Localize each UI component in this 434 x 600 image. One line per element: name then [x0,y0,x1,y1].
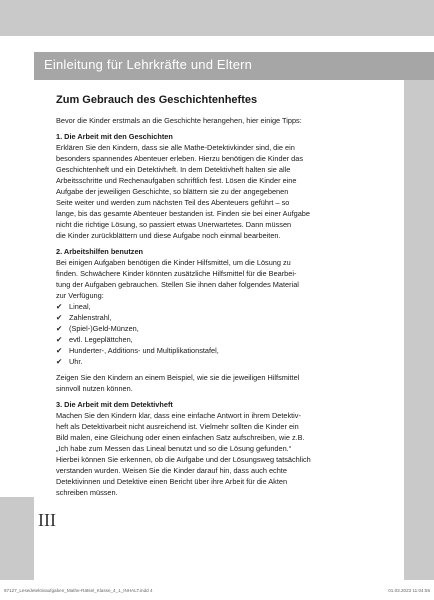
checkmark-icon: ✔ [56,302,63,311]
text-line: Arbeitsschritte und Rechenaufgaben schriftlich fest. Lösen die Kinder eine [56,176,297,185]
page-content [56,93,394,498]
text-line: Zeigen Sie den Kindern an einem Beispiel, wie sie die jeweiligen Hilfsmittel [56,373,300,382]
intro-text: Bevor die Kinder erstmals an die Geschichte herangehen, hier einige Tipps: [56,116,302,125]
text-line: nicht die richtige Lösung, so passiert etwas Unerwartetes. Dann müssen [56,220,292,229]
text-line: lange, bis das gesamte Abenteuer bestanden ist. Finden sie bei einer Aufgabe [56,209,310,218]
text-line: Hierbei können Sie erkennen, ob die Aufgabe und der Lösungsweg tatsächlich [56,455,311,464]
text-line: heft als Detektivarbeit nicht ausreichend ist. Vielmehr sollten die Kinder ein [56,422,299,431]
section-heading: 3. Die Arbeit mit dem Detektivheft [56,400,173,409]
top-margin-band [0,0,434,36]
list-item: ✔ Lineal, [56,302,91,311]
checkmark-icon: ✔ [56,335,63,344]
section-heading: 2. Arbeitshilfen benutzen [56,247,144,256]
text-line: tung der Aufgaben gebrauchen. Stellen Sie ihnen daher folgendes Material [56,280,299,289]
checkmark-icon: ✔ [56,313,63,322]
list-item: ✔ Zahlenstrahl, [56,313,112,322]
text-line: Bei einigen Aufgaben benötigen die Kinder Hilfsmittel, um die Lösung zu [56,258,291,267]
list-item: ✔ evtl. Legeplättchen, [56,335,133,344]
section-2 [56,246,394,394]
text-line: besonders spannendes Abenteuer erleben. Hierzu benötigen die Kinder das [56,154,304,163]
text-line: zur Verfügung: [56,291,104,300]
text-line: sinnvoll nutzen können. [56,384,133,393]
page-title: Zum Gebrauch des Geschichtenheftes [56,94,258,106]
text-line: Geschichtenheft und ein Detektivheft. In dem Detektivheft halten sie alle [56,165,291,174]
text-line: „Ich habe zum Messen das Lineal benutzt und so die Lösung gefunden.“ [56,444,292,453]
checkmark-icon: ✔ [56,357,63,366]
text-line: die Kinder zurückblättern und diese Aufgabe noch einmal bearbeiten. [56,231,281,240]
text-line: Bild malen, eine Gleichung oder einen einfachen Satz aufschreiben, wie z.B. [56,433,305,442]
footer-timestamp: 01.03.2023 11:04:55 [388,588,430,593]
checkmark-icon: ✔ [56,346,63,355]
print-footer [0,584,434,600]
header-band [34,52,434,80]
list-item: ✔ (Spiel-)Geld-Münzen, [56,324,139,333]
footer-filename: 67127_Lesedetektivaufgaben_Mathe-Rätsel_Klasse_4_1_INHALT.indd 4 [4,588,153,593]
list-item: ✔ Uhr. [56,357,83,366]
section-heading: 1. Die Arbeit mit den Geschichten [56,132,173,141]
text-line: verstanden wurden. Weisen Sie die Kinder darauf hin, dass auch echte [56,466,287,475]
section-3 [56,399,394,498]
section-1 [56,131,394,241]
text-line: Erklären Sie den Kindern, dass sie alle Mathe-Detektivkinder sind, die ein [56,143,295,152]
text-line: Machen Sie den Kindern klar, dass eine einfache Antwort in ihrem Detektiv- [56,411,301,420]
text-line: finden. Schwächere Kinder könnten zusätzliche Hilfsmittel für die Bearbei- [56,269,297,278]
header-title: Einleitung für Lehrkräfte und Eltern [44,57,253,72]
page-number: III [38,510,56,530]
checkmark-icon: ✔ [56,324,63,333]
text-line: Seite weiter und werden zum nächsten Teil des Abenteuers geführt – so [56,198,290,207]
list-item: ✔ Hunderter-, Additions- und Multiplikationstafel, [56,346,219,355]
material-list [56,301,394,367]
text-line: Aufgabe der jeweiligen Geschichte, so blättern sie zu der angegebenen [56,187,289,196]
text-line: schreiben müssen. [56,488,118,497]
right-margin-band [404,80,434,580]
text-line: Detektivinnen und Detektive einen Bericht über ihre Arbeit für die Akten [56,477,288,486]
left-margin-band [0,497,34,580]
